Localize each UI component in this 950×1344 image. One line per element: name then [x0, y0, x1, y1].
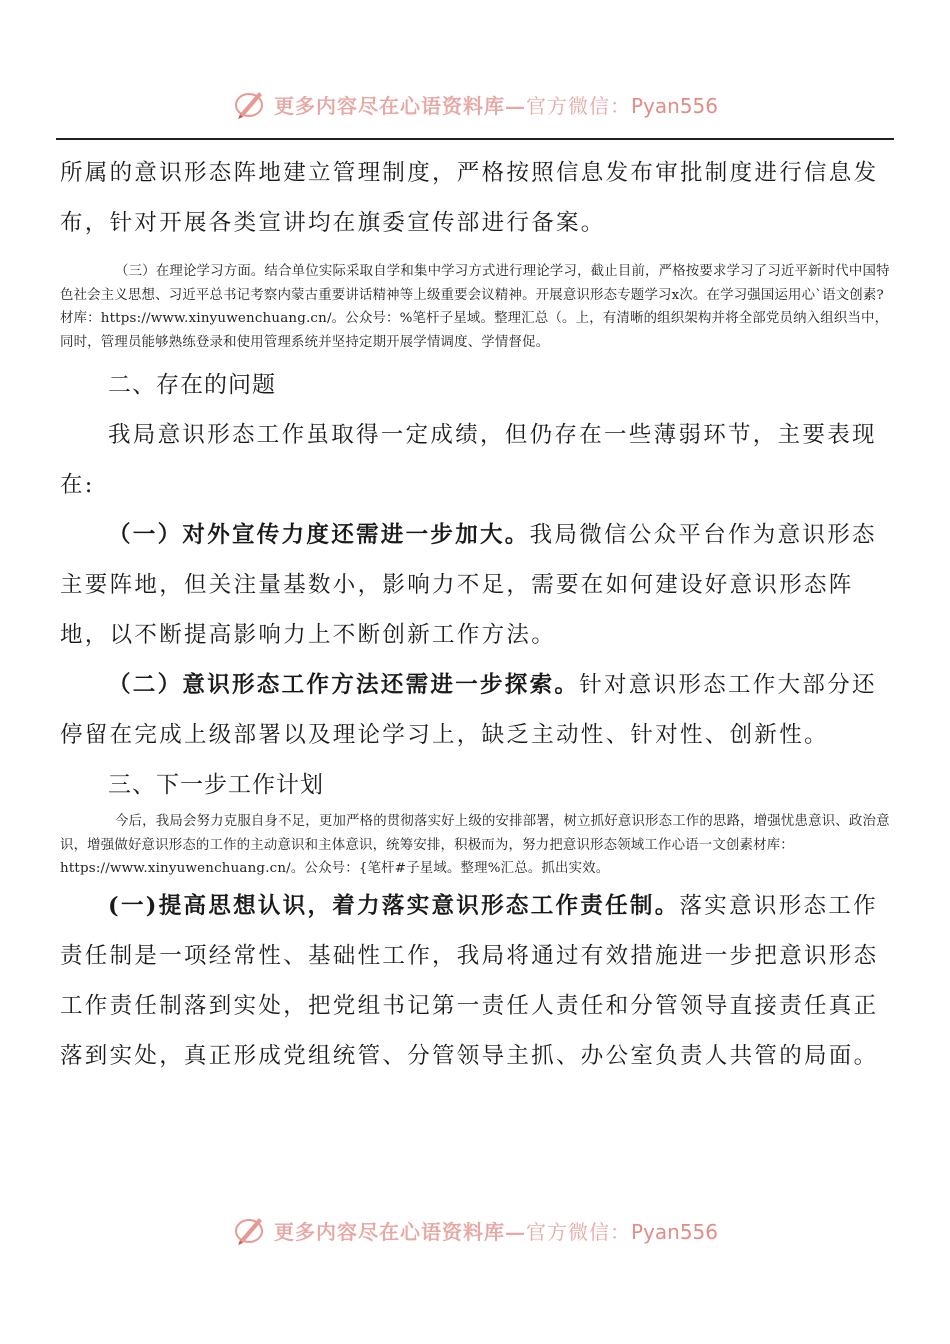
- plan-1-title: (一)提高思想认识，着力落实意识形态工作责任制。: [108, 892, 680, 919]
- header-divider: [56, 138, 894, 140]
- header-banner: [0, 82, 950, 126]
- section-heading-problems: 二、存在的问题: [108, 372, 276, 398]
- banner-text: 更多内容尽在心语资料库—官方微信：Pyan556: [273, 93, 718, 118]
- paragraph-problem-1: [60, 510, 892, 660]
- banner-text: 更多内容尽在心语资料库—官方微信：Pyan556: [273, 1219, 718, 1244]
- paragraph-problem-2: [60, 660, 892, 760]
- paragraph-problems-intro: 我局意识形态工作虽取得一定成绩，但仍存在一些薄弱环节，主要表现在:: [60, 422, 877, 498]
- problem-2-title: （二）意识形态工作方法还需进一步探索。: [108, 672, 580, 698]
- pen-logo-icon: [232, 1212, 268, 1248]
- problem-1-body: 我局微信公众平台作为意识形态主要阵地，但关注量基数小，影响力不足，需要在如何建设好意识形态阵地，以不断提高影响力上不断创新工作方法。: [60, 522, 877, 648]
- plan-1-body: 落实意识形态工作责任制是一项经常性、基础性工作，我局将通过有效措施进一步把意识形态工作责任制落到实处，把党组书记第一责任人责任和分管领导直接责任真正落到实处，真正形成党组统管、分管领导主抓、办公室负责人共管的局面。: [60, 892, 879, 1069]
- paragraph-top: 所属的意识形态阵地建立管理制度，严格按照信息发布审批制度进行信息发布，针对开展各类宣讲均在旗委宣传部进行备案。: [60, 160, 879, 236]
- footer-banner: [0, 1208, 950, 1252]
- problem-2-body: 针对意识形态工作大部分还停留在完成上级部署以及理论学习上，缺乏主动性、针对性、创新性。: [60, 672, 877, 748]
- paragraph-plan-1: [60, 881, 892, 1081]
- document-body: [60, 148, 892, 1081]
- paragraph-plan-intro: 今后，我局会努力克服自身不足，更加严格的贯彻落实好上级的安排部署，树立抓好意识形态工作的思路，增强忧患意识、政治意识，增强做好意识形态的工作的主动意识和主体意识，统筹安排，积极而为，努力把意识形态领域工作心语一文创素材库：https://www.xinyuwenchuang.cn/。公众号：{笔杆#子星域。整理%汇总。抓出实效。: [60, 814, 890, 876]
- section-heading-plan: 三、下一步工作计划: [108, 772, 324, 798]
- problem-1-title: （一）对外宣传力度还需进一步加大。: [108, 522, 530, 548]
- pen-logo-icon: [232, 86, 268, 122]
- paragraph-theory-study: （三）在理论学习方面。结合单位实际采取自学和集中学习方式进行理论学习，截止目前，严格按要求学习了习近平新时代中国特色社会主义思想、习近平总书记考察内蒙古重要讲话精神等上级重要会议精神。开展意识形态专题学习x次。在学习强国运用心`语文创素?材库：https://www.xinyuwenchuang.cn/。公众号：%笔杆子星域。整理汇总（。上，有清晰的组织架构并将全部党员纳入组织当中，同时，管理员能够熟练登录和使用管理系统并坚持定期开展学情调度、学情督促。: [60, 264, 890, 350]
